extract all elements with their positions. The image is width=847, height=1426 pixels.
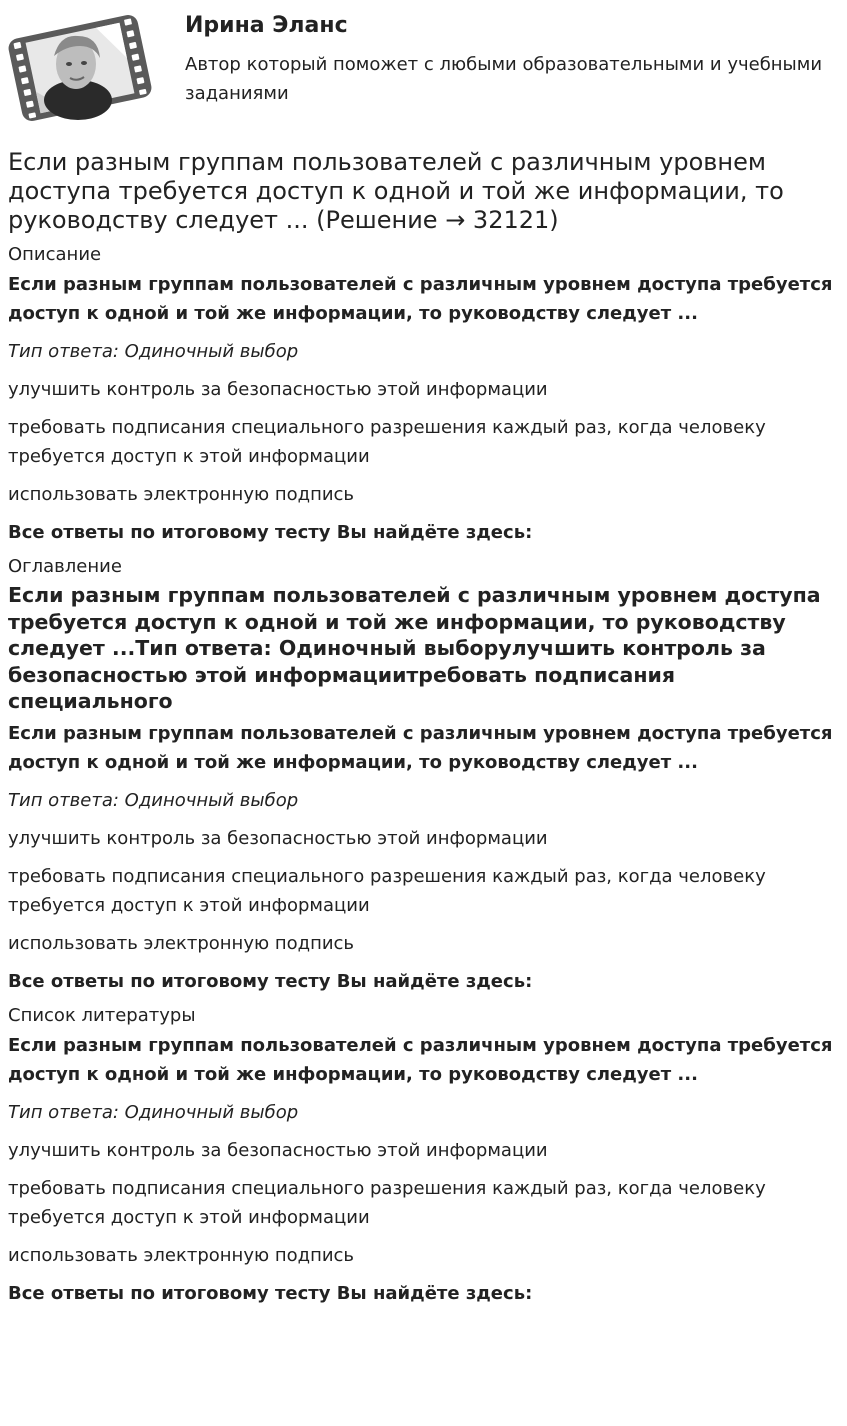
answer-option: требовать подписания специального разрешения каждый раз, когда человеку требуется доступ к этой информации — [8, 865, 766, 916]
question-text: Если разным группам пользователей с различным уровнем доступа требуется доступ к одной и той же информации, то руководству следует ... — [8, 722, 833, 773]
final-note: Все ответы по итоговому тесту Вы найдёте здесь: — [8, 970, 533, 992]
section-label-contents: Оглавление — [8, 556, 122, 577]
main-content — [8, 148, 839, 1308]
page-title: Если разным группам пользователей с различным уровнем доступа требуется доступ к одной и той же информации, то руководству следует ... (Решение → 32121) — [8, 148, 784, 234]
author-description: Автор который поможет с любыми образовательными и учебными заданиями — [185, 54, 823, 104]
section-label-description: Описание — [8, 244, 102, 265]
final-note: Все ответы по итоговому тесту Вы найдёте здесь: — [8, 1282, 533, 1304]
description-section — [8, 244, 839, 547]
answer-option: требовать подписания специального разрешения каждый раз, когда человеку требуется доступ к этой информации — [8, 1177, 766, 1228]
section-label-references: Список литературы — [8, 1004, 196, 1026]
contents-heading: Если разным группам пользователей с различным уровнем доступа требуется доступ к одной и той же информации, то руководству следует ...Тип ответа: Одиночный выборулучшить контроль за безопасностью этой информациитребовать подписания специального — [8, 583, 821, 713]
answer-option: использовать электронную подпись — [8, 484, 355, 505]
answer-option: улучшить контроль за безопасностью этой информации — [8, 1139, 548, 1161]
question-text: Если разным группам пользователей с различным уровнем доступа требуется доступ к одной и той же информации, то руководству следует ... — [8, 1034, 833, 1085]
references-section — [8, 1005, 839, 1308]
answer-option: улучшить контроль за безопасностью этой информации — [8, 379, 548, 400]
answer-type: Тип ответа: Одиночный выбор — [8, 341, 299, 362]
author-name: Ирина Эланс — [185, 13, 348, 38]
film-strip-portrait-icon — [8, 8, 152, 128]
answer-option: улучшить контроль за безопасностью этой информации — [8, 827, 548, 849]
answer-option: использовать электронную подпись — [8, 932, 355, 954]
final-note: Все ответы по итоговому тесту Вы найдёте здесь: — [8, 522, 533, 543]
question-text: Если разным группам пользователей с различным уровнем доступа требуется доступ к одной и той же информации, то руководству следует ... — [8, 274, 833, 324]
answer-type: Тип ответа: Одиночный выбор — [8, 1101, 299, 1123]
answer-option: использовать электронную подпись — [8, 1244, 355, 1266]
author-card — [8, 8, 839, 128]
answer-option: требовать подписания специального разрешения каждый раз, когда человеку требуется доступ к этой информации — [8, 417, 766, 467]
contents-section — [8, 556, 839, 996]
answer-type: Тип ответа: Одиночный выбор — [8, 789, 299, 811]
